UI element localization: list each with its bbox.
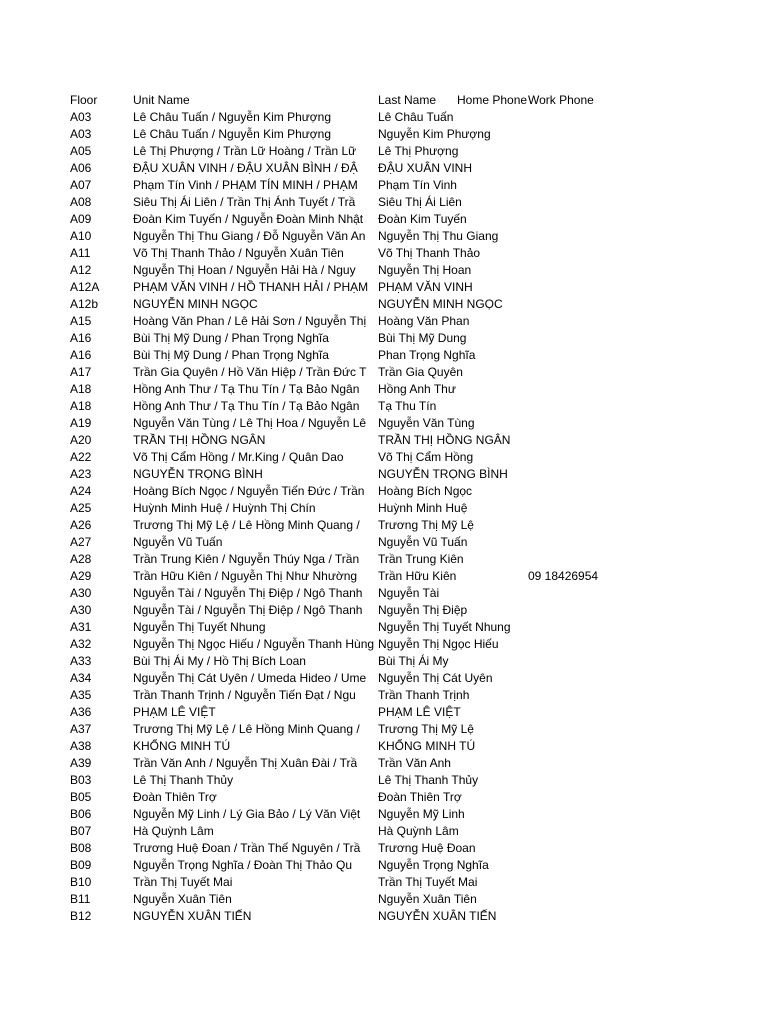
last-name-cell: Trần Thị Tuyết Mai — [378, 875, 478, 889]
floor-cell: A16 — [70, 348, 92, 362]
floor-cell: A18 — [70, 382, 92, 396]
floor-cell: A24 — [70, 484, 92, 498]
unit-name-cell: KHỔNG MINH TÚ — [133, 739, 231, 753]
last-name-cell: Trần Thanh Trịnh — [378, 688, 470, 702]
last-name-cell: Bùi Thị Mỹ Dung — [378, 331, 467, 345]
unit-name-cell: Nguyễn Thị Hoan / Nguyễn Hải Hà / Nguy — [133, 263, 356, 277]
last-name-cell: NGUYỄN MINH NGỌC — [378, 297, 503, 311]
floor-cell: A30 — [70, 586, 92, 600]
last-name-cell: Nguyễn Thị Tuyết Nhung — [378, 620, 511, 634]
floor-cell: A11 — [70, 246, 91, 260]
floor-cell: A28 — [70, 552, 92, 566]
unit-name-cell: Trần Gia Quyên / Hồ Văn Hiệp / Trần Đức T — [133, 365, 367, 379]
unit-name-cell: Siêu Thị Ái Liên / Trần Thị Ánh Tuyết / Trầ — [133, 195, 356, 209]
floor-cell: A26 — [70, 518, 92, 532]
last-name-cell: Hoàng Bích Ngọc — [378, 484, 473, 498]
unit-name-cell: PHẠM VĂN VINH / HỒ THANH HẢI / PHẠM — [133, 280, 369, 294]
unit-name-cell: Lê Thị Thanh Thủy — [133, 773, 234, 787]
header-work-phone: Work Phone — [528, 93, 594, 107]
unit-name-cell: Nguyễn Vũ Tuấn — [133, 535, 223, 549]
last-name-cell: Nguyễn Thị Ngọc Hiếu — [378, 637, 499, 651]
unit-name-cell: TRẦN THỊ HỒNG NGÂN — [133, 433, 266, 447]
unit-name-cell: Bùi Thị Mỹ Dung / Phan Trọng Nghĩa — [133, 331, 329, 345]
last-name-cell: Nguyễn Tài — [378, 586, 440, 600]
last-name-cell: Nguyễn Thị Thu Giang — [378, 229, 499, 243]
floor-cell: A38 — [70, 739, 92, 753]
floor-cell: A17 — [70, 365, 92, 379]
last-name-cell: Huỳnh Minh Huệ — [378, 501, 468, 515]
last-name-cell: ĐẬU XUÂN VINH — [378, 161, 473, 175]
last-name-cell: Trần Trung Kiên — [378, 552, 464, 566]
last-name-cell: TRẦN THỊ HỒNG NGÂN — [378, 433, 511, 447]
floor-cell: A25 — [70, 501, 92, 515]
unit-name-cell: Nguyễn Tài / Nguyễn Thị Điệp / Ngô Thanh — [133, 586, 363, 600]
unit-name-cell: Nguyễn Thị Cát Uyên / Umeda Hideo / Ume — [133, 671, 367, 685]
unit-name-cell: ĐẬU XUÂN VINH / ĐẬU XUÂN BÌNH / ĐẬ — [133, 161, 358, 175]
unit-name-cell: Phạm Tín Vinh / PHẠM TÍN MINH / PHẠM — [133, 178, 358, 192]
last-name-cell: Phạm Tín Vinh — [378, 178, 457, 192]
floor-cell: B12 — [70, 909, 92, 923]
floor-cell: B05 — [70, 790, 92, 804]
floor-cell: B10 — [70, 875, 92, 889]
last-name-cell: Đoàn Thiên Trợ — [378, 790, 462, 804]
unit-name-cell: Lê Thị Phượng / Trần Lữ Hoàng / Trần Lữ — [133, 144, 357, 158]
last-name-cell: Nguyễn Mỹ Linh — [378, 807, 465, 821]
header-last-name: Last Name — [378, 93, 437, 107]
last-name-cell: Nguyễn Văn Tùng — [378, 416, 475, 430]
last-name-cell: Hồng Anh Thư — [378, 382, 456, 396]
floor-cell: A12 — [70, 263, 92, 277]
floor-cell: B06 — [70, 807, 92, 821]
unit-name-cell: Nguyễn Thị Ngọc Hiếu / Nguyễn Thanh Hùng — [133, 637, 375, 651]
unit-name-cell: Nguyễn Tài / Nguyễn Thị Điệp / Ngô Thanh — [133, 603, 363, 617]
floor-cell: B03 — [70, 773, 92, 787]
last-name-cell: Lê Thị Thanh Thủy — [378, 773, 479, 787]
floor-cell: A03 — [70, 110, 92, 124]
floor-cell: A27 — [70, 535, 92, 549]
last-name-cell: Nguyễn Thị Cát Uyên — [378, 671, 493, 685]
floor-cell: A32 — [70, 637, 92, 651]
unit-name-cell: NGUYỄN TRỌNG BÌNH — [133, 467, 263, 481]
unit-name-cell: Nguyễn Trọng Nghĩa / Đoàn Thị Thảo Qu — [133, 858, 353, 872]
floor-cell: A15 — [70, 314, 92, 328]
last-name-cell: Nguyễn Trọng Nghĩa — [378, 858, 489, 872]
header-unit-name: Unit Name — [133, 93, 190, 107]
last-name-cell: Trương Thị Mỹ Lệ — [378, 722, 474, 736]
unit-name-cell: Trần Văn Anh / Nguyễn Thị Xuân Đài / Trầ — [133, 756, 358, 770]
unit-name-cell: Lê Châu Tuấn / Nguyễn Kim Phượng — [133, 110, 332, 124]
unit-name-cell: Võ Thị Cẩm Hồng / Mr.King / Quân Dao — [133, 450, 344, 464]
last-name-cell: PHẠM VĂN VINH — [378, 280, 473, 294]
header-floor: Floor — [70, 93, 98, 107]
last-name-cell: Trần Văn Anh — [378, 756, 451, 770]
floor-cell: A03 — [70, 127, 92, 141]
floor-cell: A22 — [70, 450, 92, 464]
floor-cell: A23 — [70, 467, 92, 481]
unit-name-cell: Nguyễn Thị Thu Giang / Đỗ Nguyễn Văn An — [133, 229, 366, 243]
last-name-cell: Phan Trọng Nghĩa — [378, 348, 476, 362]
floor-cell: A39 — [70, 756, 92, 770]
unit-name-cell: Lê Châu Tuấn / Nguyễn Kim Phượng — [133, 127, 332, 141]
floor-cell: A16 — [70, 331, 92, 345]
header-home-phone: Home Phone — [457, 93, 527, 107]
unit-name-cell: Trần Thanh Trịnh / Nguyễn Tiến Đạt / Ngu — [133, 688, 356, 702]
unit-name-cell: Bùi Thị Mỹ Dung / Phan Trọng Nghĩa — [133, 348, 329, 362]
floor-cell: A06 — [70, 161, 92, 175]
floor-cell: B07 — [70, 824, 92, 838]
floor-cell: A37 — [70, 722, 92, 736]
unit-name-cell: Nguyễn Xuân Tiên — [133, 892, 232, 906]
unit-name-cell: Đoàn Thiên Trợ — [133, 790, 217, 804]
last-name-cell: Nguyễn Vũ Tuấn — [378, 535, 468, 549]
last-name-cell: KHỔNG MINH TÚ — [378, 739, 476, 753]
unit-name-cell: Trương Thị Mỹ Lệ / Lê Hồng Minh Quang / — [133, 722, 360, 736]
unit-name-cell: Hoàng Bích Ngọc / Nguyễn Tiến Đức / Trần — [133, 484, 365, 498]
floor-cell: A34 — [70, 671, 92, 685]
unit-name-cell: Bùi Thị Ái My / Hồ Thị Bích Loan — [133, 654, 306, 668]
last-name-cell: NGUYỄN XUÂN TIẾN — [378, 909, 497, 923]
last-name-cell: Hoàng Văn Phan — [378, 314, 470, 328]
unit-name-cell: Đoàn Kim Tuyến / Nguyễn Đoàn Minh Nhật — [133, 212, 364, 226]
last-name-cell: Võ Thị Thanh Thảo — [378, 246, 481, 260]
last-name-cell: Siêu Thị Ái Liên — [378, 195, 462, 209]
last-name-cell: Hà Quỳnh Lâm — [378, 824, 459, 838]
last-name-cell: Nguyễn Xuân Tiên — [378, 892, 477, 906]
floor-cell: A09 — [70, 212, 92, 226]
last-name-cell: Trương Huệ Đoan — [378, 841, 476, 855]
floor-cell: A10 — [70, 229, 92, 243]
unit-name-cell: Nguyễn Văn Tùng / Lê Thị Hoa / Nguyễn Lê — [133, 416, 367, 430]
unit-name-cell: Trần Thị Tuyết Mai — [133, 875, 233, 889]
last-name-cell: Trần Hữu Kiên — [378, 569, 457, 583]
unit-name-cell: NGUYỄN XUÂN TIẾN — [133, 909, 252, 923]
work-phone-cell: 09 18426954 — [528, 569, 599, 583]
floor-cell: A29 — [70, 569, 92, 583]
last-name-cell: Nguyễn Kim Phượng — [378, 127, 491, 141]
last-name-cell: Tạ Thu Tín — [378, 399, 437, 413]
unit-name-cell: Hoàng Văn Phan / Lê Hải Sơn / Nguyễn Thị — [133, 314, 367, 328]
floor-cell: A05 — [70, 144, 92, 158]
floor-cell: A35 — [70, 688, 92, 702]
last-name-cell: Bùi Thị Ái My — [378, 654, 449, 668]
unit-name-cell: NGUYỄN MINH NGỌC — [133, 297, 258, 311]
floor-cell: B09 — [70, 858, 92, 872]
floor-cell: A19 — [70, 416, 92, 430]
floor-cell: B11 — [70, 892, 91, 906]
last-name-cell: Đoàn Kim Tuyến — [378, 212, 467, 226]
unit-name-cell: Hồng Anh Thư / Tạ Thu Tín / Tạ Bảo Ngân — [133, 399, 360, 413]
floor-cell: A36 — [70, 705, 92, 719]
floor-cell: A12b — [70, 297, 99, 311]
last-name-cell: NGUYỄN TRỌNG BÌNH — [378, 467, 508, 481]
unit-name-cell: Trần Hữu Kiên / Nguyễn Thị Như Nhường — [133, 569, 358, 583]
floor-cell: A08 — [70, 195, 92, 209]
unit-name-cell: Hồng Anh Thư / Tạ Thu Tín / Tạ Bảo Ngân — [133, 382, 360, 396]
unit-name-cell: Huỳnh Minh Huệ / Huỳnh Thị Chín — [133, 501, 316, 515]
unit-name-cell: Võ Thị Thanh Thảo / Nguyễn Xuân Tiên — [133, 246, 344, 260]
last-name-cell: Trần Gia Quyên — [378, 365, 463, 379]
last-name-cell: Võ Thị Cẩm Hồng — [378, 450, 474, 464]
floor-cell: B08 — [70, 841, 92, 855]
unit-name-cell: Trương Thị Mỹ Lệ / Lê Hồng Minh Quang / — [133, 518, 360, 532]
unit-name-cell: Nguyễn Mỹ Linh / Lý Gia Bảo / Lý Văn Việt — [133, 807, 361, 821]
floor-cell: A20 — [70, 433, 92, 447]
last-name-cell: Trương Thị Mỹ Lệ — [378, 518, 474, 532]
floor-cell: A07 — [70, 178, 92, 192]
last-name-cell: Nguyễn Thị Hoan — [378, 263, 472, 277]
last-name-cell: Nguyễn Thị Điệp — [378, 603, 468, 617]
floor-cell: A30 — [70, 603, 92, 617]
unit-name-cell: Nguyễn Thị Tuyết Nhung — [133, 620, 266, 634]
last-name-cell: Lê Thị Phượng — [378, 144, 459, 158]
floor-cell: A31 — [70, 620, 92, 634]
last-name-cell: Lê Châu Tuấn — [378, 110, 454, 124]
unit-name-cell: PHẠM LÊ VIỆT — [133, 705, 216, 719]
floor-cell: A18 — [70, 399, 92, 413]
last-name-cell: PHẠM LÊ VIỆT — [378, 705, 461, 719]
floor-cell: A33 — [70, 654, 92, 668]
unit-name-cell: Trương Huệ Đoan / Trần Thế Nguyên / Trầ — [133, 841, 361, 855]
floor-cell: A12A — [70, 280, 100, 294]
unit-name-cell: Trần Trung Kiên / Nguyễn Thúy Nga / Trần — [133, 552, 360, 566]
unit-name-cell: Hà Quỳnh Lâm — [133, 824, 214, 838]
